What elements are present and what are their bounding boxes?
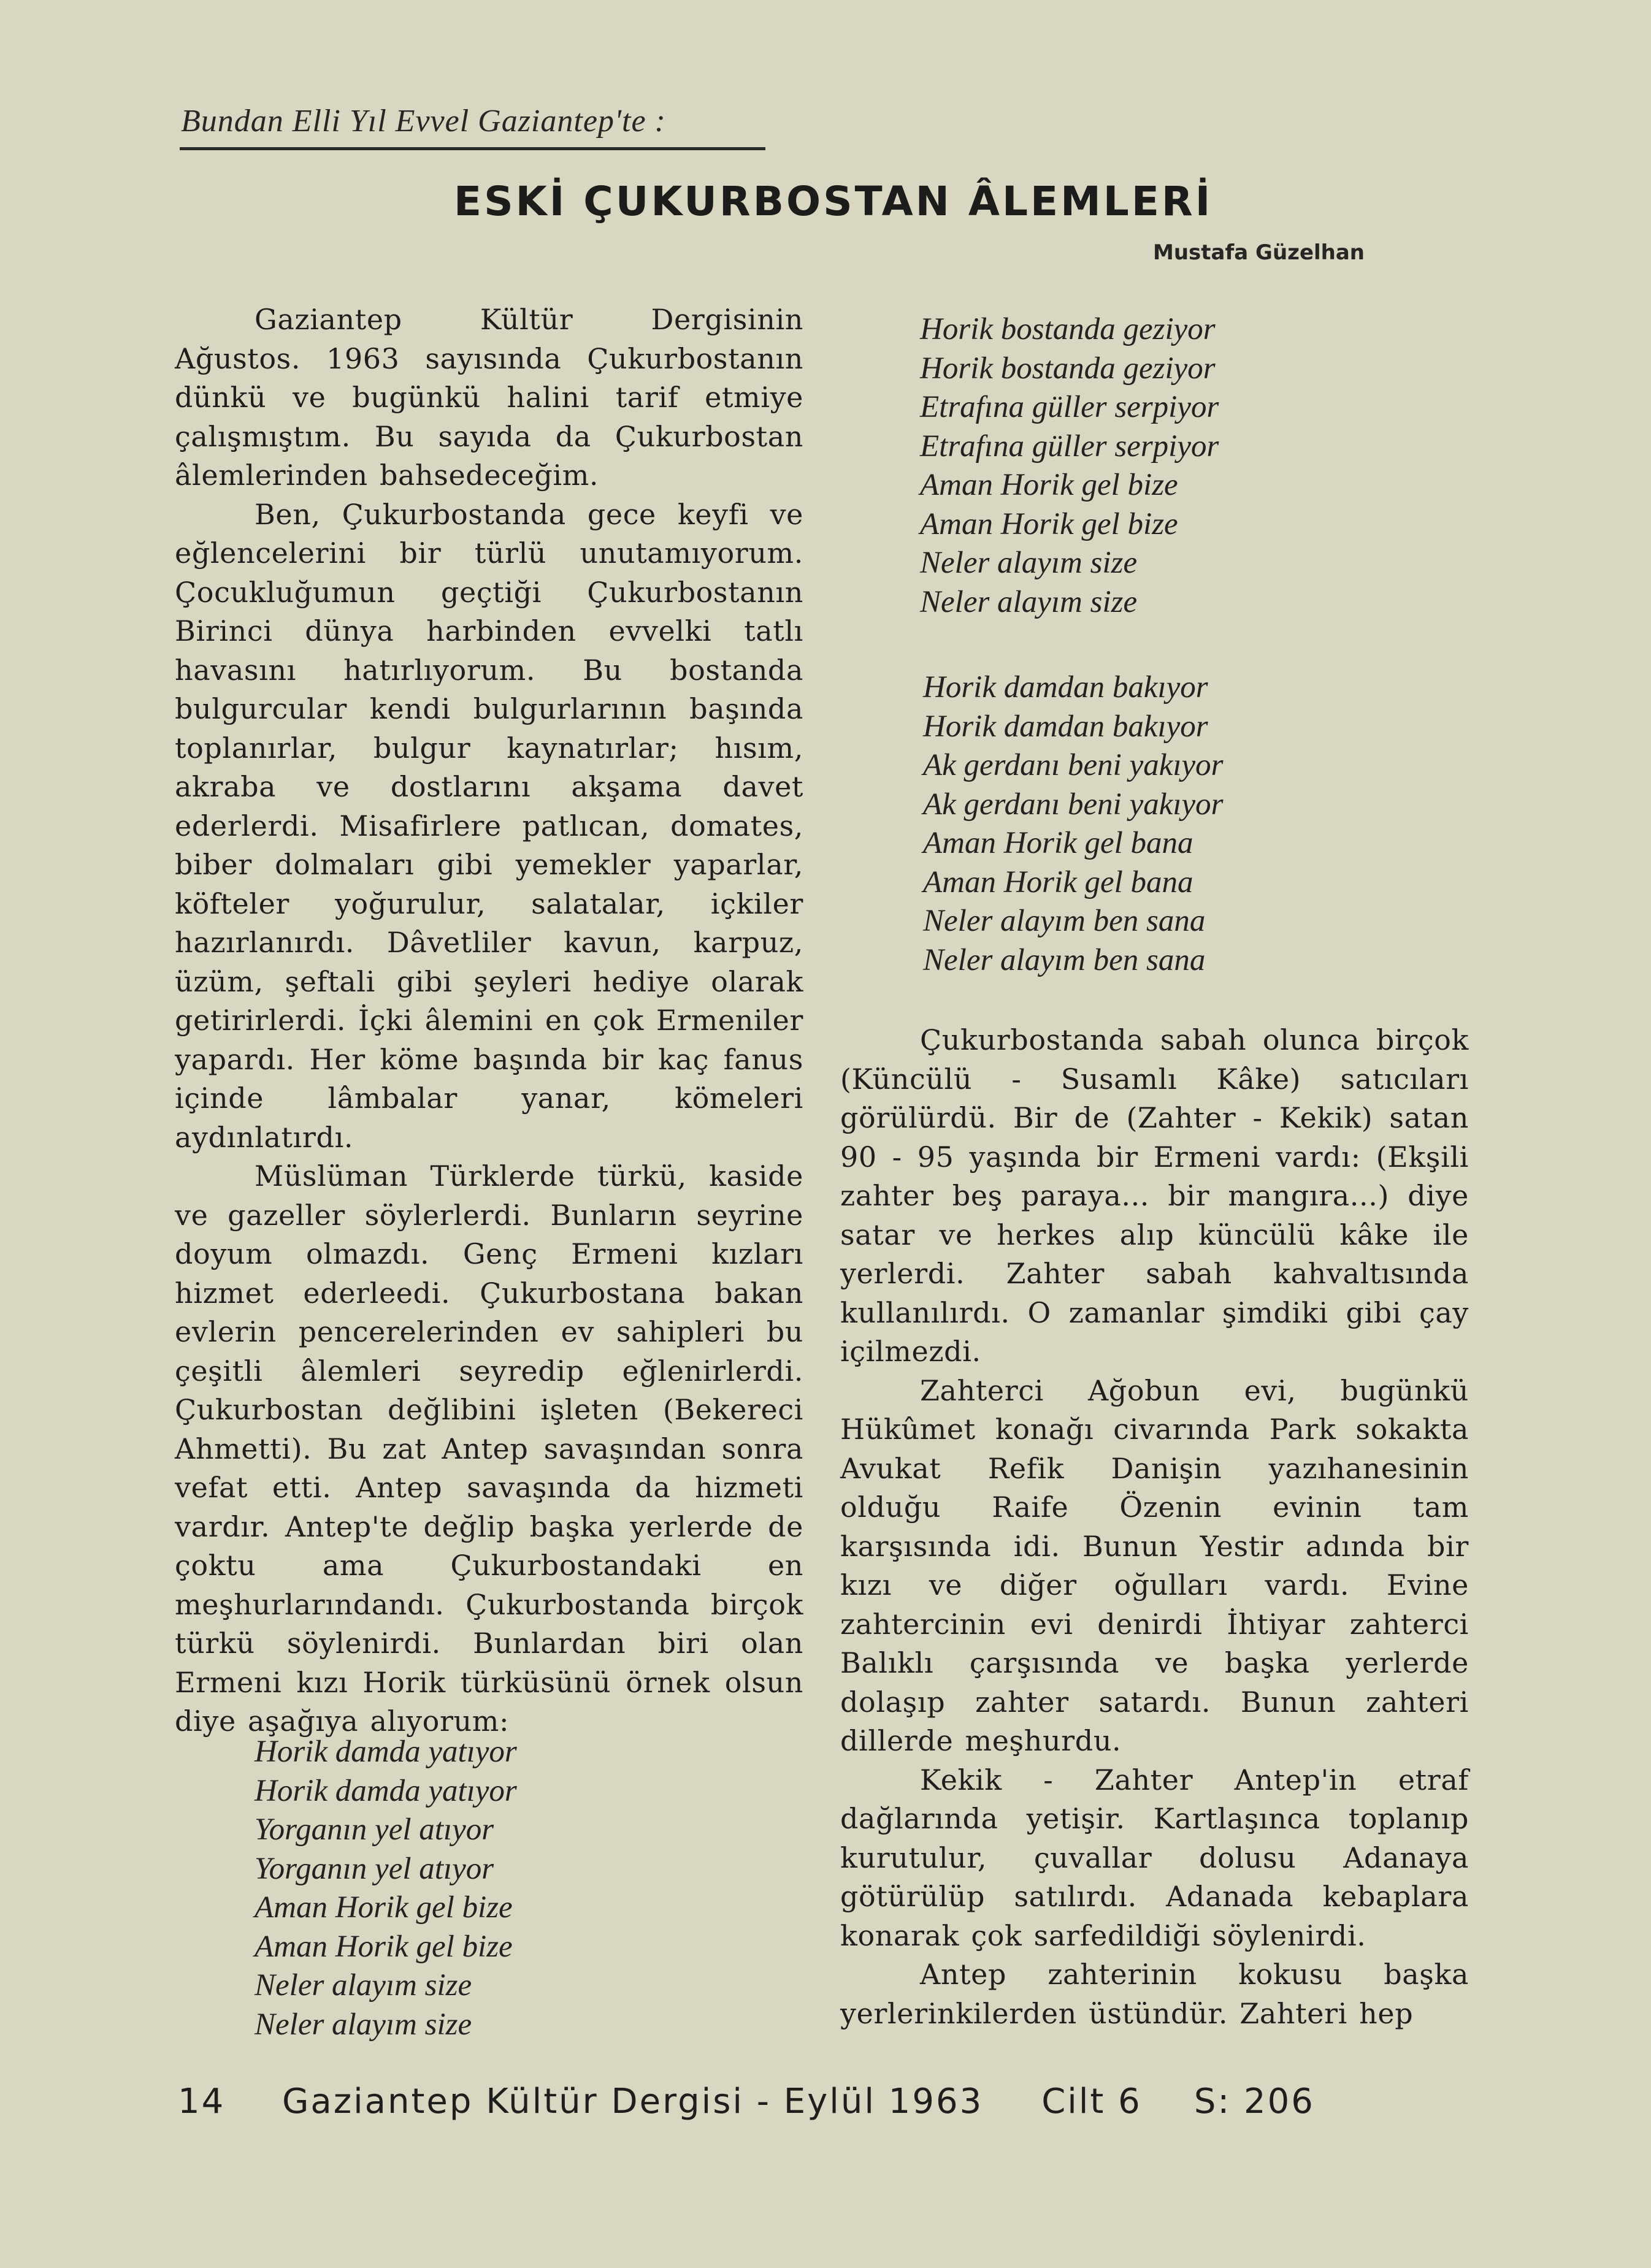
footer-source: Gaziantep Kültür Dergisi - Eylül 1963 bbox=[282, 2082, 984, 2121]
page-number: 14 bbox=[178, 2082, 226, 2121]
poem-line: Aman Horik gel bize bbox=[920, 468, 1178, 502]
poem-line: Etrafına güller serpiyor bbox=[920, 390, 1219, 424]
poem-line: Yorganın yel atıyor bbox=[255, 1812, 494, 1847]
left-paragraph-3: Müslüman Türklerde türkü, kaside ve gazeller söylerlerdi. Bunların seyrine doyum olmazdı. Genç Ermeni kızları hizmet ederleedi. Çukurbostana bakan evlerin pencerelerinden ev sahipleri bu çeşitli âlemleri seyredip eğlenirlerdi. Çukurbostan değlibini işleten (Bekereci Ahmetti). Bu zat Antep savaşından sonra vefat etti. Antep savaşında da hizmeti vardır. Antep'te değlip başka yerlerde de çoktu ama Çukurbostandaki en meşhurlarındandı. Çukurbostanda birçok türkü söylenirdi. Bunlardan biri olan Ermeni kızı Horik türküsünü örnek olsun diye aşağıya alıyorum: bbox=[175, 1159, 803, 1738]
kicker-underline bbox=[180, 147, 765, 150]
poem-line: Neler alayım size bbox=[255, 2007, 472, 2042]
poem-line: Ak gerdanı beni yakıyor bbox=[923, 748, 1224, 782]
right-poem-stanza-2 bbox=[923, 668, 1224, 980]
poem-line: Neler alayım ben sana bbox=[923, 942, 1206, 977]
poem-line: Aman Horik gel bana bbox=[923, 826, 1193, 860]
left-poem-stanza bbox=[255, 1733, 517, 2044]
footer-issue: S: 206 bbox=[1193, 2082, 1315, 2121]
poem-line: Ak gerdanı beni yakıyor bbox=[923, 787, 1224, 822]
right-poem-stanza-1 bbox=[920, 310, 1219, 622]
poem-line: Neler alayım size bbox=[255, 1968, 472, 2003]
poem-line: Aman Horik gel bize bbox=[920, 506, 1178, 541]
right-paragraph-1: Çukurbostanda sabah olunca birçok (Küncülü - Susamlı Kâke) satıcıları görülürdü. Bir de (Zahter - Kekik) satan 90 - 95 yaşında bir Ermeni vardı: (Ekşili zahter beş paraya... bir mangıra...) diye satar ve herkes alıp küncülü kâke ile yerlerdi. Zahter sabah kahvaltısında kullanılırdı. O zamanlar şimdiki gibi çay içilmezdi. bbox=[840, 1023, 1469, 1368]
poem-line: Neler alayım size bbox=[920, 546, 1138, 580]
footer-volume: Cilt 6 bbox=[1041, 2082, 1142, 2121]
left-paragraph-1: Gaziantep Kültür Dergisinin Ağustos. 1963 sayısında Çukurbostanın dünkü ve bugünkü halini tarif etmiye çalışmıştım. Bu sayıda da Çukurbostan âlemlerinden bahsedeceğim. bbox=[175, 303, 803, 492]
poem-line: Etrafına güller serpiyor bbox=[920, 429, 1219, 464]
poem-line: Neler alayım ben sana bbox=[923, 904, 1206, 938]
article-kicker: Bundan Elli Yıl Evvel Gaziantep'te : bbox=[181, 104, 666, 139]
poem-line: Horik bostanda geziyor bbox=[920, 312, 1216, 346]
page-footer bbox=[178, 2082, 1466, 2121]
right-paragraph-4: Antep zahterinin kokusu başka yerlerinkilerden üstündür. Zahteri hep bbox=[840, 1958, 1469, 2030]
poem-line: Horik bostanda geziyor bbox=[920, 351, 1216, 386]
right-paragraph-2: Zahterci Ağobun evi, bugünkü Hükûmet konağı civarında Park sokakta Avukat Refik Danişin yazıhanesinin olduğu Raife Özenin evinin tam karşısında idi. Bunun Yestir adında bir kızı ve diğer oğulları vardı. Evine zahtercinin evi denirdi İhtiyar zahterci Balıklı çarşısında ve başka yerlerde dolaşıp zahter satardı. Bunun zahteri dillerde meşhurdu. bbox=[840, 1373, 1469, 1757]
poem-line: Horik damdan bakıyor bbox=[923, 670, 1208, 704]
left-column bbox=[175, 300, 803, 1741]
article-title: ESKİ ÇUKURBOSTAN ÂLEMLERİ bbox=[454, 178, 1213, 225]
poem-line: Horik damda yatıyor bbox=[255, 1735, 517, 1769]
poem-line: Neler alayım size bbox=[920, 584, 1138, 619]
article-author: Mustafa Güzelhan bbox=[1153, 240, 1365, 265]
right-column bbox=[840, 1021, 1469, 2033]
poem-line: Aman Horik gel bize bbox=[255, 1929, 513, 1964]
poem-line: Aman Horik gel bize bbox=[255, 1890, 513, 1925]
poem-line: Horik damdan bakıyor bbox=[923, 709, 1208, 744]
poem-line: Yorganın yel atıyor bbox=[255, 1851, 494, 1886]
poem-line: Aman Horik gel bana bbox=[923, 865, 1193, 899]
left-paragraph-2: Ben, Çukurbostanda gece keyfi ve eğlencelerini bir türlü unutamıyorum. Çocukluğumun geçtiği Çukurbostanın Birinci dünya harbinden evvelki tatlı havasını hatırlıyorum. Bu bostanda bulgurcular kendi bulgurlarının başında toplanırlar, bulgur kaynatırlar; hısım, akraba ve dostlarını akşama davet ederlerdi. Misafirlere patlıcan, domates, biber dolmaları gibi yemekler yaparlar, köfteler yoğurulur, salatalar, içkiler hazırlanırdı. Dâvetliler kavun, karpuz, üzüm, şeftali gibi şeyleri hediye olarak getirirlerdi. İçki âlemini en çok Ermeniler yapardı. Her köme başında bir kaç fanus içinde lâmbalar yanar, kömeleri aydınlatırdı. bbox=[175, 497, 803, 1154]
poem-line: Horik damda yatıyor bbox=[255, 1773, 517, 1808]
right-paragraph-3: Kekik - Zahter Antep'in etraf dağlarında yetişir. Kartlaşınca toplanıp kurutulur, çuvallar dolusu Adanaya götürülüp satılırdı. Adanada kebaplara konarak çok sarfedildiği söylenirdi. bbox=[840, 1763, 1469, 1952]
